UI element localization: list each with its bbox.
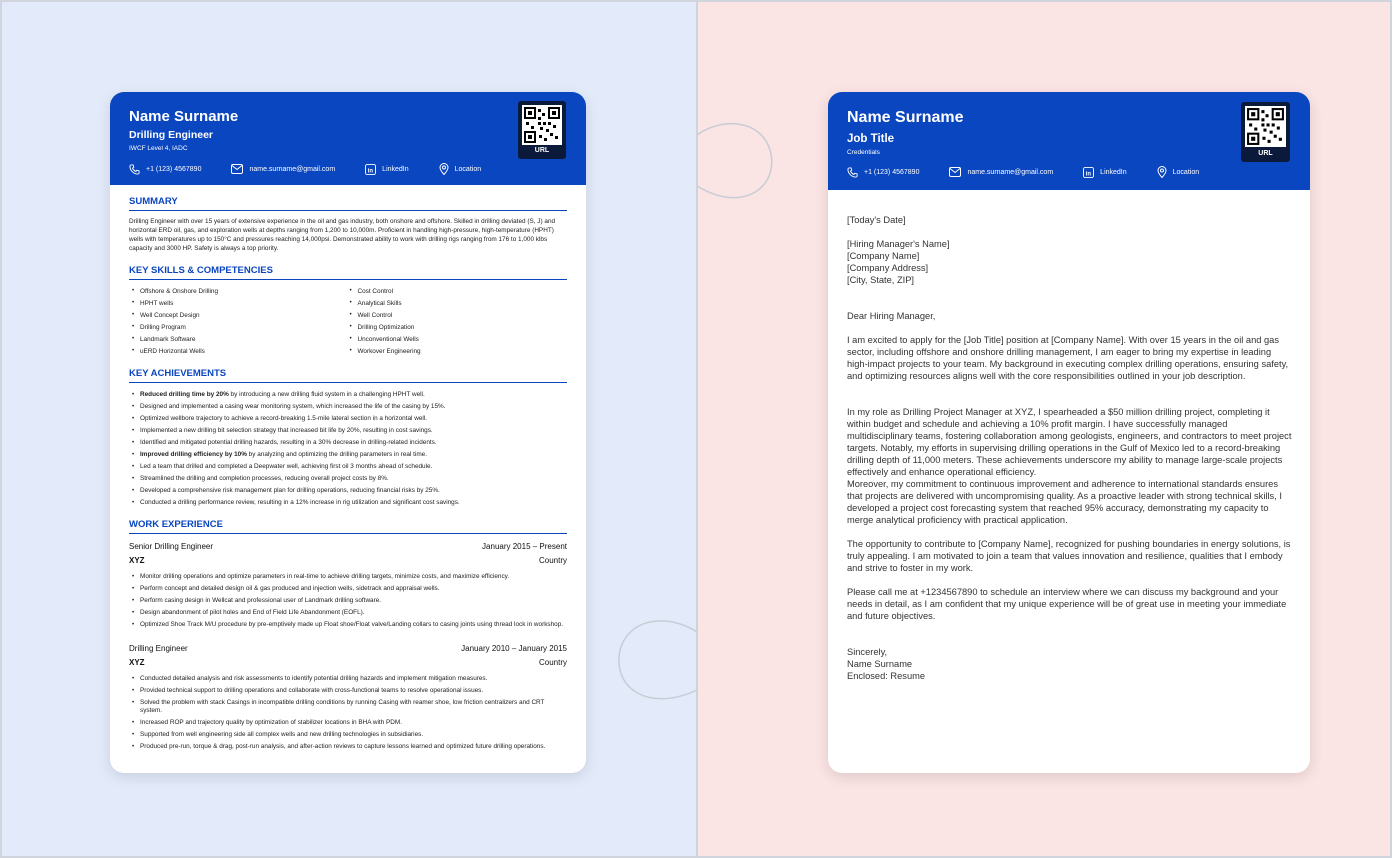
job-role: Senior Drilling Engineer	[129, 542, 214, 551]
job-bullet: • Solved the problem with stack Casings in incompatible drilling conditions by running Casing with reamer shoe, low friction centralizers and CRT system.	[132, 699, 567, 719]
resume-linkedin[interactable]	[365, 164, 408, 175]
skill-item: • Cost Control	[350, 288, 568, 300]
skill-item: • uERD Horizontal Wells	[132, 348, 350, 360]
achievement-text: by introducing a new drilling fluid system in a challenging HPHT well.	[228, 391, 425, 398]
job-bullet: • Produced pre-run, torque & drag, post-run analysis, and after-action reviews to capture lessons learned and optimized future drilling operations.	[132, 743, 567, 751]
job-1-bullets	[132, 573, 567, 629]
svg-text:in: in	[1085, 170, 1092, 177]
qr-label: URL	[534, 147, 550, 154]
letter-paragraph-4: Please call me at +1234567890 to schedule an interview where we can discuss my background and your needs in detail, as I am confident that my unique experience will be of great use in meeting your immediate and future objectives.	[847, 587, 1287, 621]
resume-contact-row	[129, 163, 511, 175]
resume-qr-code[interactable]	[518, 101, 566, 159]
experience-heading: WORK EXPERIENCE	[129, 519, 567, 534]
skill-item: • Drilling Optimization	[350, 324, 568, 336]
resume-card	[110, 92, 586, 773]
achievement-item: • Streamlined the drilling and completion processes, reducing overall project costs by 8%.	[132, 475, 567, 487]
resume-credentials: IWCF Level 4, IADC	[129, 145, 188, 152]
address-line: [Hiring Manager's Name]	[847, 239, 950, 249]
signature-name: Name Surname	[847, 659, 913, 669]
achievement-item: • Designed and implemented a casing wear monitoring system, which increased the life of the casing by 15%.	[132, 403, 567, 415]
achievement-item: • Conducted a drilling performance review, resulting in a 12% increase in rig utilization and significant cost savings.	[132, 499, 567, 511]
achievement-item	[132, 391, 567, 403]
job-2-role-row	[129, 644, 567, 653]
skill-item: • Drilling Program	[132, 324, 350, 336]
resume-phone[interactable]	[129, 164, 201, 175]
linkedin-text: LinkedIn	[382, 165, 409, 173]
skill-item: • Offshore & Onshore Drilling	[132, 288, 350, 300]
job-bullet: • Monitor drilling operations and optimize parameters in real-time to achieve drilling targets, minimize costs, and maximize efficiency.	[132, 573, 567, 585]
skill-item: • Workover Engineering	[350, 348, 568, 360]
location-text: Location	[454, 165, 482, 173]
letter-signoff	[847, 646, 1292, 682]
address-line: [Company Name]	[847, 251, 920, 261]
achievement-item: • Led a team that drilled and completed a Deepwater well, achieving first oil 3 months ahead of schedule.	[132, 463, 567, 475]
cover-location[interactable]	[1157, 166, 1199, 178]
achievement-item: • Optimized wellbore trajectory to achieve a record-breaking 1.5-mile lateral section in a horizontal well.	[132, 415, 567, 427]
job-1-company-row	[129, 556, 567, 565]
job-role: Drilling Engineer	[129, 644, 188, 653]
cover-qr-code[interactable]	[1241, 102, 1290, 162]
cover-contact-row	[847, 166, 1229, 178]
job-company: XYZ	[129, 556, 145, 565]
svg-text:in: in	[367, 167, 374, 174]
summary-text: Drilling Engineer with over 15 years of extensive experience in the oil and gas industry, both onshore and offshore. Skilled in drilling deviated (S, J) and horizontal ERD oil, gas, and exploration wells at depths ranging from 1,200 to 10,000m. Proficient in handling high-pressure, high-temperature (HPHT) wells with temperatures up to 150°C and pressures reaching 14,000psi. Demonstrated ability to work with drilling rigs ranging from 176 to 1,000 klbs capacity and 3000 HP. Safety is always a top priority.	[129, 218, 556, 252]
cover-phone[interactable]	[847, 167, 919, 178]
cover-credentials: Credentials	[847, 149, 880, 156]
job-1-role-row	[129, 542, 567, 551]
qr-code-icon	[1245, 106, 1286, 147]
resume-job-title: Drilling Engineer	[129, 129, 214, 141]
achievement-highlight: Reduced drilling time by 20%	[140, 391, 229, 398]
job-dates: January 2015 – Present	[482, 542, 567, 551]
cover-header	[828, 92, 1310, 190]
job-bullet: • Provided technical support to drilling operations and collaborate with cross-functional teams to resolve operational issues.	[132, 687, 567, 699]
job-bullet: • Perform casing design in Wellcat and professional user of Landmark drilling software.	[132, 597, 567, 609]
linkedin-icon	[1083, 167, 1094, 178]
skill-item: • Unconventional Wells	[350, 336, 568, 348]
skill-item: • Analytical Skills	[350, 300, 568, 312]
qr-code-icon	[522, 105, 562, 145]
skill-item: • HPHT wells	[132, 300, 350, 312]
achievement-highlight: Improved drilling efficiency by 10%	[140, 451, 247, 458]
resume-email[interactable]	[231, 164, 335, 174]
cover-job-title: Job Title	[847, 133, 895, 145]
location-text: Location	[1172, 168, 1200, 176]
phone-icon	[847, 167, 858, 178]
location-pin-icon	[439, 163, 449, 175]
job-2-bullets	[132, 675, 567, 751]
achievements-list	[132, 391, 567, 511]
email-text: name.surname@gmail.com	[249, 165, 336, 173]
skills-list	[132, 288, 567, 360]
achievement-item: • Implemented a new drilling bit selection strategy that increased bit life by 20%, resulting in cost savings.	[132, 427, 567, 439]
job-bullet: • Conducted detailed analysis and risk assessments to identify potential drilling hazards and implement mitigation measures.	[132, 675, 567, 687]
letter-paragraph-3: The opportunity to contribute to [Company Name], recognized for pushing boundaries in energy solutions, is truly appealing. I am motivated to join a team that values innovation and resilience, qualities that I embody and strive to foster in my work.	[847, 539, 1291, 573]
job-bullet: • Increased ROP and trajectory quality by optimization of stabilizer locations in BHA with PDM.	[132, 719, 567, 731]
skill-item: • Well Control	[350, 312, 568, 324]
letter-paragraph-1: I am excited to apply for the [Job Title] position at [Company Name]. With over 15 years in the oil and gas sector, including offshore and onshore drilling management, I am eager to bring my expertise in leading high-impact projects to your team. My background in executing complex drilling operations, ensuring safety, and optimizing resources aligns well with the core responsibilities outlined in your job description.	[847, 335, 1289, 381]
closing: Sincerely,	[847, 647, 888, 657]
paragraph-2a: In my role as Drilling Project Manager at XYZ, I spearheaded a $50 million drilling project, completing it within budget and schedule and achieving a 10% profit margin. I have successfully managed multidisciplinary teams, fostering collaboration among geologists, engineers, and contractors to meet project targets. Notably, my efforts in supervising drilling operations in the Gulf of Mexico led to a record-breaking drilling depth of 11,000 meters. These achievements underscore my ability to manage large-scale projects effectively and enhance operational efficiency.	[847, 407, 1292, 477]
job-bullet: • Design abandonment of pilot holes and End of Field Life Abandonment (EOFL).	[132, 609, 567, 621]
skill-item: • Well Concept Design	[132, 312, 350, 324]
linkedin-icon	[365, 164, 376, 175]
resume-header	[110, 92, 586, 185]
email-icon	[231, 164, 243, 174]
address-line: [Company Address]	[847, 263, 929, 273]
job-country: Country	[538, 658, 567, 667]
letter-paragraph-2	[847, 406, 1292, 526]
letter-address-block	[847, 238, 1292, 286]
letter-date: [Today's Date]	[847, 215, 906, 225]
letter-greeting: Dear Hiring Manager,	[847, 311, 936, 321]
cover-linkedin[interactable]	[1083, 167, 1126, 178]
achievements-heading: KEY ACHIEVEMENTS	[129, 368, 567, 383]
achievement-text: by analyzing and optimizing the drilling parameters in real time.	[246, 451, 427, 458]
job-bullet: • Perform concept and detailed design oil & gas produced and injection wells, sidetrack and appraisal wells.	[132, 585, 567, 597]
cover-letter-card	[828, 92, 1310, 773]
achievement-item	[132, 451, 567, 463]
location-pin-icon	[1157, 166, 1167, 178]
paragraph-2b: Moreover, my commitment to continuous improvement and adherence to international standards ensures that projects are delivered with uncompromising quality. As a proactive leader with strong technical skills, I developed a project cost forecasting system that reached 95% accuracy, demonstrating my capacity to merge analytical proficiency with practical application.	[847, 479, 1282, 525]
cover-name: Name Surname	[847, 109, 964, 126]
enclosure: Enclosed: Resume	[847, 671, 926, 681]
job-2-company-row	[129, 658, 567, 667]
resume-location[interactable]	[439, 163, 481, 175]
phone-text: +1 (123) 4567890	[146, 165, 202, 173]
job-dates: January 2010 – January 2015	[461, 644, 567, 653]
job-company: XYZ	[129, 658, 145, 667]
job-bullet: • Supported from well engineering side all complex wells and new drilling technologies in subsidiaries.	[132, 731, 567, 743]
skills-heading: KEY SKILLS & COMPETENCIES	[129, 265, 567, 280]
cover-email[interactable]	[949, 167, 1053, 177]
email-icon	[949, 167, 961, 177]
achievement-item: • Identified and mitigated potential drilling hazards, resulting in a 30% decrease in drilling-related incidents.	[132, 439, 567, 451]
phone-text: +1 (123) 4567890	[864, 168, 920, 176]
email-text: name.surname@gmail.com	[967, 168, 1054, 176]
job-bullet: • Optimized Shoe Track M/U procedure by pre-emptively made up Float shoe/Float valve/Landing collars to casing joints using thread lock in workshop.	[132, 621, 567, 629]
phone-icon	[129, 164, 140, 175]
achievement-item: • Developed a comprehensive risk management plan for drilling operations, reducing financial risks by 25%.	[132, 487, 567, 499]
job-country: Country	[538, 556, 567, 565]
skill-item: • Landmark Software	[132, 336, 350, 348]
qr-label: URL	[1258, 150, 1273, 157]
linkedin-text: LinkedIn	[1100, 168, 1127, 176]
resume-name: Name Surname	[129, 108, 239, 125]
address-line: [City, State, ZIP]	[847, 275, 914, 285]
summary-heading: SUMMARY	[129, 196, 567, 211]
